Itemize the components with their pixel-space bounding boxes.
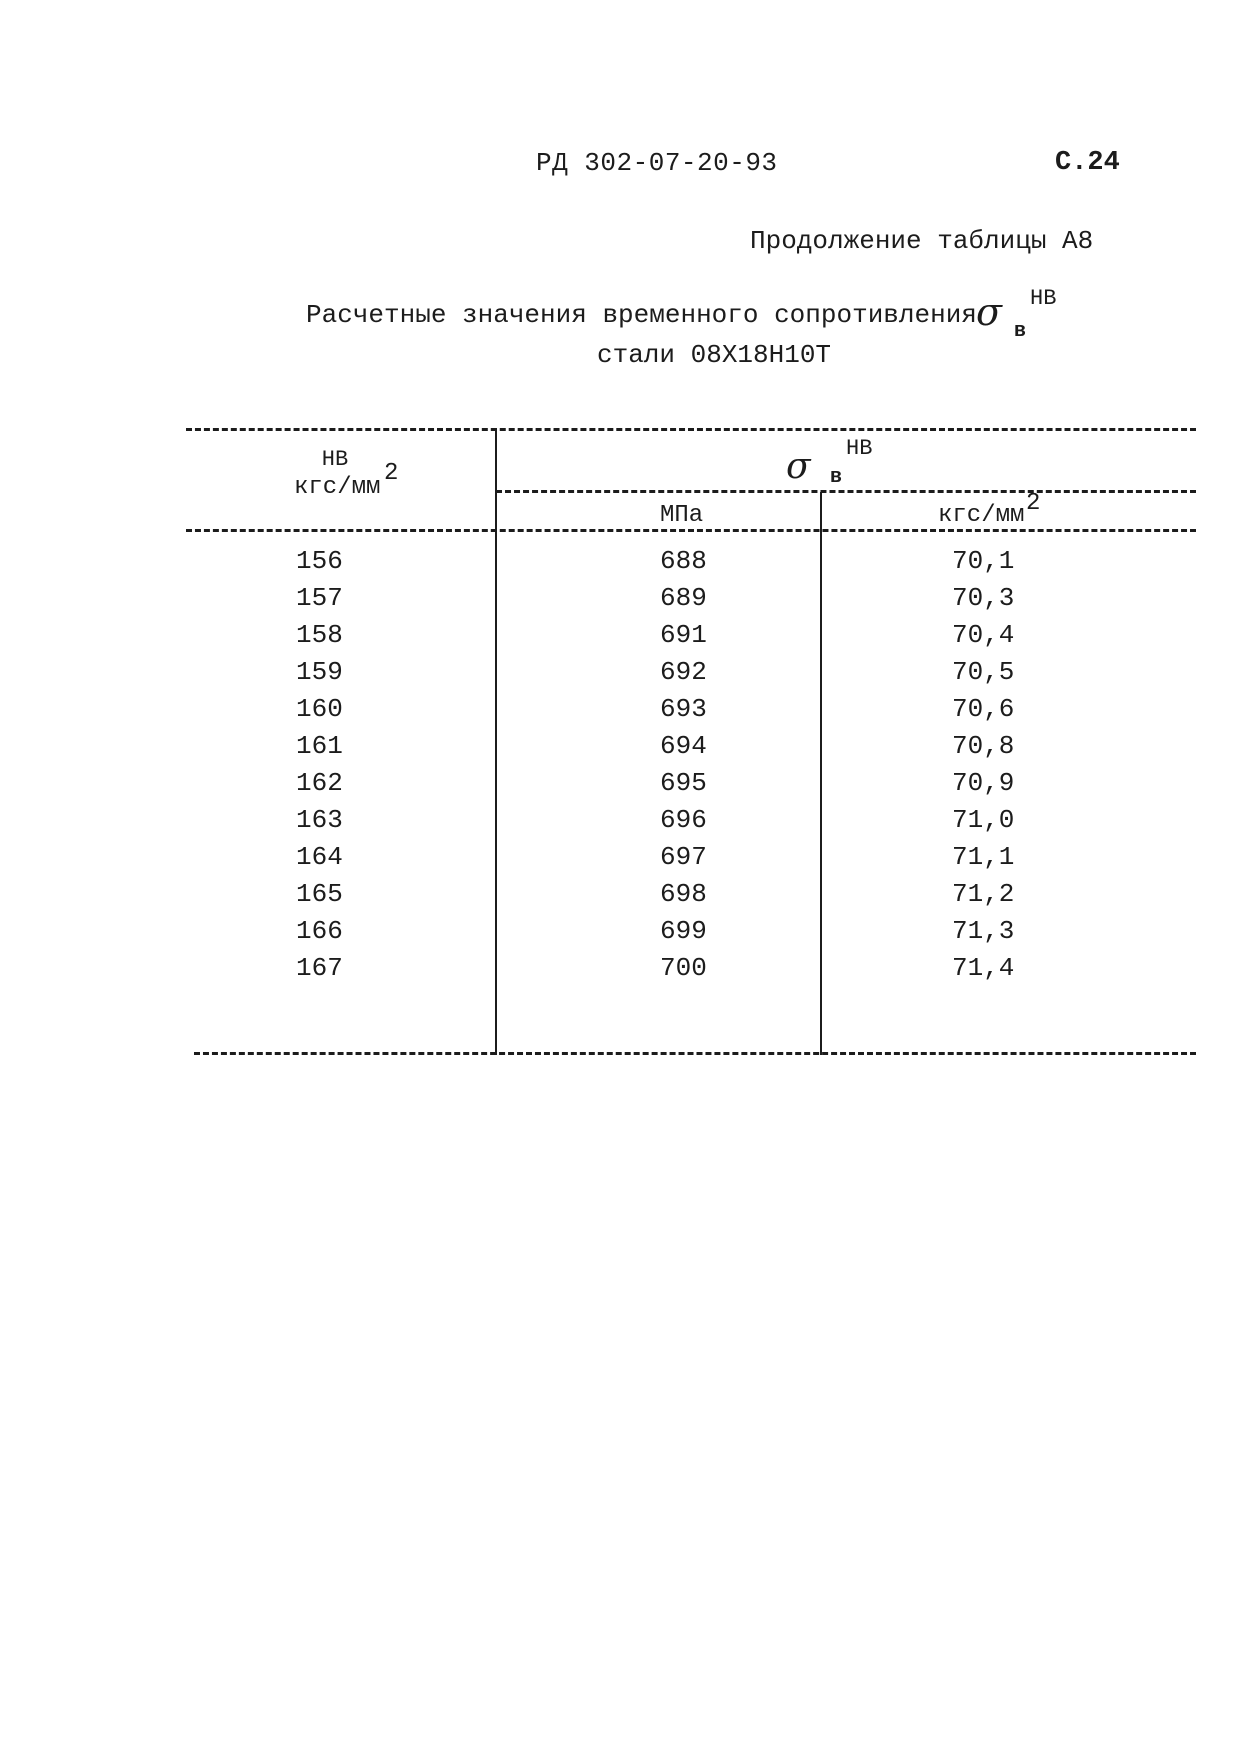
cell-mpa: 700: [660, 953, 707, 983]
cell-hb: 159: [296, 657, 343, 687]
column-divider-1: [495, 428, 497, 1055]
cell-hb: 156: [296, 546, 343, 576]
sigma-superscript: НВ: [1030, 286, 1057, 311]
cell-kgs: 71,2: [952, 879, 1015, 909]
cell-mpa: 699: [660, 916, 707, 946]
cell-kgs: 70,3: [952, 583, 1015, 613]
cell-mpa: 695: [660, 768, 707, 798]
sigma-subscript: в: [1014, 320, 1027, 343]
cell-kgs: 70,1: [952, 546, 1015, 576]
page-number: С.24: [1055, 148, 1120, 178]
cell-mpa: 689: [660, 583, 707, 613]
header-hb: НВ: [321, 447, 349, 472]
cell-kgs: 71,4: [952, 953, 1015, 983]
cell-kgs: 70,5: [952, 657, 1015, 687]
header-sigma-subscript: в: [830, 466, 843, 489]
cell-hb: 161: [296, 731, 343, 761]
table-title-line2: стали 08Х18Н10Т: [597, 340, 832, 370]
cell-hb: 164: [296, 842, 343, 872]
cell-kgs: 71,3: [952, 916, 1015, 946]
cell-kgs: 70,9: [952, 768, 1015, 798]
header-sigma-superscript: НВ: [846, 436, 873, 461]
header-hb-unit-sup: 2: [384, 460, 399, 487]
table-continuation-label: Продолжение таблицы А8: [750, 226, 1094, 256]
cell-kgs: 71,1: [952, 842, 1015, 872]
cell-hb: 165: [296, 879, 343, 909]
cell-kgs: 70,8: [952, 731, 1015, 761]
header-sigma-symbol: σ: [786, 446, 811, 487]
header-mpa: МПа: [660, 502, 704, 529]
cell-mpa: 694: [660, 731, 707, 761]
cell-mpa: 692: [660, 657, 707, 687]
header-kgs: кгс/мм: [938, 502, 1025, 529]
cell-mpa: 688: [660, 546, 707, 576]
cell-hb: 160: [296, 694, 343, 724]
cell-mpa: 698: [660, 879, 707, 909]
header-hb-unit: кгс/мм: [294, 474, 381, 501]
cell-kgs: 70,6: [952, 694, 1015, 724]
cell-kgs: 70,4: [952, 620, 1015, 650]
subheader-rule: [496, 490, 1196, 493]
header-kgs-sup: 2: [1026, 490, 1041, 517]
cell-hb: 167: [296, 953, 343, 983]
column-divider-2: [820, 492, 822, 1055]
header-bottom-rule: [186, 529, 1196, 532]
cell-hb: 166: [296, 916, 343, 946]
sigma-symbol: σ: [976, 290, 1002, 334]
table-title-line1: Расчетные значения временного сопротивления: [306, 300, 977, 330]
cell-mpa: 691: [660, 620, 707, 650]
cell-kgs: 71,0: [952, 805, 1015, 835]
table-top-rule: [186, 428, 1196, 431]
cell-hb: 157: [296, 583, 343, 613]
cell-mpa: 696: [660, 805, 707, 835]
cell-mpa: 693: [660, 694, 707, 724]
cell-hb: 162: [296, 768, 343, 798]
table-bottom-rule: [194, 1052, 1196, 1055]
document-code: РД 302-07-20-93: [536, 148, 778, 178]
cell-hb: 163: [296, 805, 343, 835]
cell-mpa: 697: [660, 842, 707, 872]
cell-hb: 158: [296, 620, 343, 650]
